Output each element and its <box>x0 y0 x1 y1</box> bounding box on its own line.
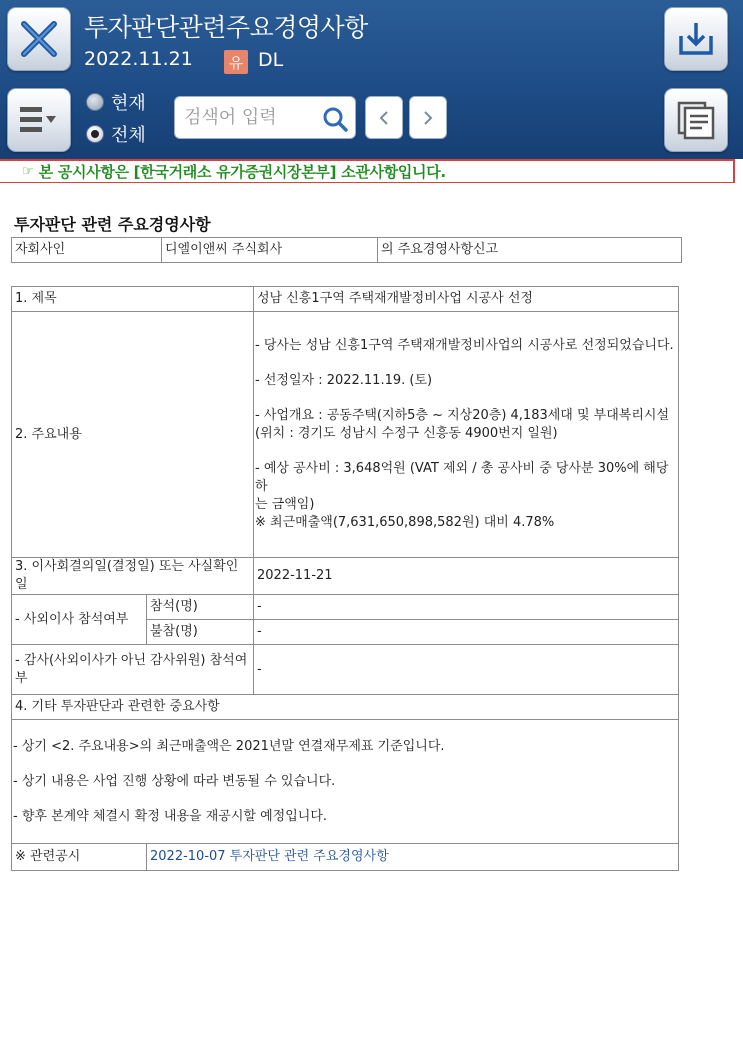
table-row <box>12 558 679 595</box>
content-line: - 사업개요 : 공동주택(지하5층 ~ 지상20층) 4,183세대 및 부대복리시설 <box>255 408 670 423</box>
auditor-label-line: - 감사(사외이사가 아닌 감사위원) 참석여 <box>15 652 248 668</box>
search-input[interactable] <box>175 98 315 138</box>
company-name: DL <box>258 49 284 71</box>
filer-info-table <box>11 237 682 263</box>
copy-document-icon <box>674 98 718 142</box>
chevron-right-icon <box>421 109 435 127</box>
table-row <box>12 312 679 558</box>
subject-label: 1. 제목 <box>12 287 254 312</box>
subject-value: 성남 신흥1구역 주택재개발정비사업 시공사 선정 <box>254 287 679 312</box>
chevron-left-icon <box>377 109 391 127</box>
content-line: 는 금액임) <box>255 497 315 512</box>
notice-bar <box>0 159 735 183</box>
download-icon <box>675 18 717 60</box>
table-row <box>12 844 679 871</box>
outside-directors-label: - 사외이사 참석여부 <box>12 595 147 645</box>
close-icon <box>17 17 61 61</box>
filer-company: 디엘이앤씨 주식회사 <box>162 238 378 263</box>
disclosure-table <box>11 286 679 871</box>
board-date-value: 2022-11-21 <box>254 558 679 595</box>
table-row <box>12 645 679 695</box>
related-disclosure-link[interactable]: 2022-10-07 투자판단 관련 주요경영사항 <box>147 844 679 871</box>
view-all-option[interactable] <box>86 121 146 147</box>
page-title: 투자판단관련주요경영사항 <box>84 13 368 42</box>
content-line: - 선정일자 : 2022.11.19. (토) <box>255 373 433 388</box>
related-label: ※ 관련공시 <box>12 844 147 871</box>
copy-document-button[interactable] <box>664 88 728 152</box>
main-content-value <box>254 312 679 558</box>
other-content <box>12 720 679 844</box>
board-date-label: 3. 이사회결의일(결정일) 또는 사실확인일 <box>12 558 254 595</box>
table-row <box>12 695 679 720</box>
present-label: 참석(명) <box>147 595 254 620</box>
content-line: - 상기 <2. 주요내용>의 최근매출액은 2021년말 연결재무제표 기준입니다. <box>13 738 445 754</box>
next-button[interactable] <box>409 96 447 139</box>
disclosure-date: 2022.11.21 <box>84 48 193 70</box>
view-all-label: 전체 <box>111 125 146 146</box>
auditor-label-line: 부 <box>15 670 28 686</box>
radio-all[interactable] <box>86 125 104 143</box>
auditor-label <box>12 645 254 695</box>
filer-label: 자회사인 <box>12 238 162 263</box>
search-icon[interactable] <box>321 105 349 133</box>
content-line: ※ 최근매출액(7,631,650,898,582원) 대비 4.78% <box>255 515 555 530</box>
app-header <box>0 0 743 159</box>
prev-button[interactable] <box>365 96 403 139</box>
table-row <box>12 238 682 263</box>
present-value: - <box>254 595 679 620</box>
table-row <box>12 595 679 620</box>
close-button[interactable] <box>7 7 71 71</box>
filer-suffix: 의 주요경영사항신고 <box>378 238 682 263</box>
absent-label: 불참(명) <box>147 620 254 645</box>
document-title: 투자판단 관련 주요경영사항 <box>14 215 211 234</box>
absent-value: - <box>254 620 679 645</box>
menu-dropdown-button[interactable] <box>7 88 71 152</box>
view-current-option[interactable] <box>86 89 146 115</box>
table-row <box>12 287 679 312</box>
pointing-hand-icon: ☞ <box>22 164 34 179</box>
search-box[interactable] <box>174 96 356 139</box>
notice-text: 본 공시사항은 [한국거래소 유가증권시장본부] 소관사항입니다. <box>38 163 446 181</box>
content-line: - 상기 내용은 사업 진행 상황에 따라 변동될 수 있습니다. <box>13 773 336 789</box>
menu-dropdown-icon <box>16 100 62 140</box>
view-current-label: 현재 <box>111 93 146 114</box>
content-line: (위치 : 경기도 성남시 수정구 신흥동 4900번지 일원) <box>255 426 558 441</box>
table-row <box>12 720 679 844</box>
download-button[interactable] <box>664 7 728 71</box>
main-content-label: 2. 주요내용 <box>12 312 254 558</box>
radio-current[interactable] <box>86 93 104 111</box>
auditor-value: - <box>254 645 679 695</box>
content-line: - 예상 공사비 : 3,648억원 (VAT 제외 / 총 공사비 중 당사분 30%에 해당하 <box>255 461 669 494</box>
content-line: - 당사는 성남 신흥1구역 주택재개발정비사업의 시공사로 선정되었습니다. <box>255 338 674 353</box>
content-line: - 향후 본계약 체결시 확정 내용을 재공시할 예정입니다. <box>13 808 328 824</box>
market-badge: 유 <box>224 50 248 74</box>
other-label: 4. 기타 투자판단과 관련한 중요사항 <box>12 695 679 720</box>
